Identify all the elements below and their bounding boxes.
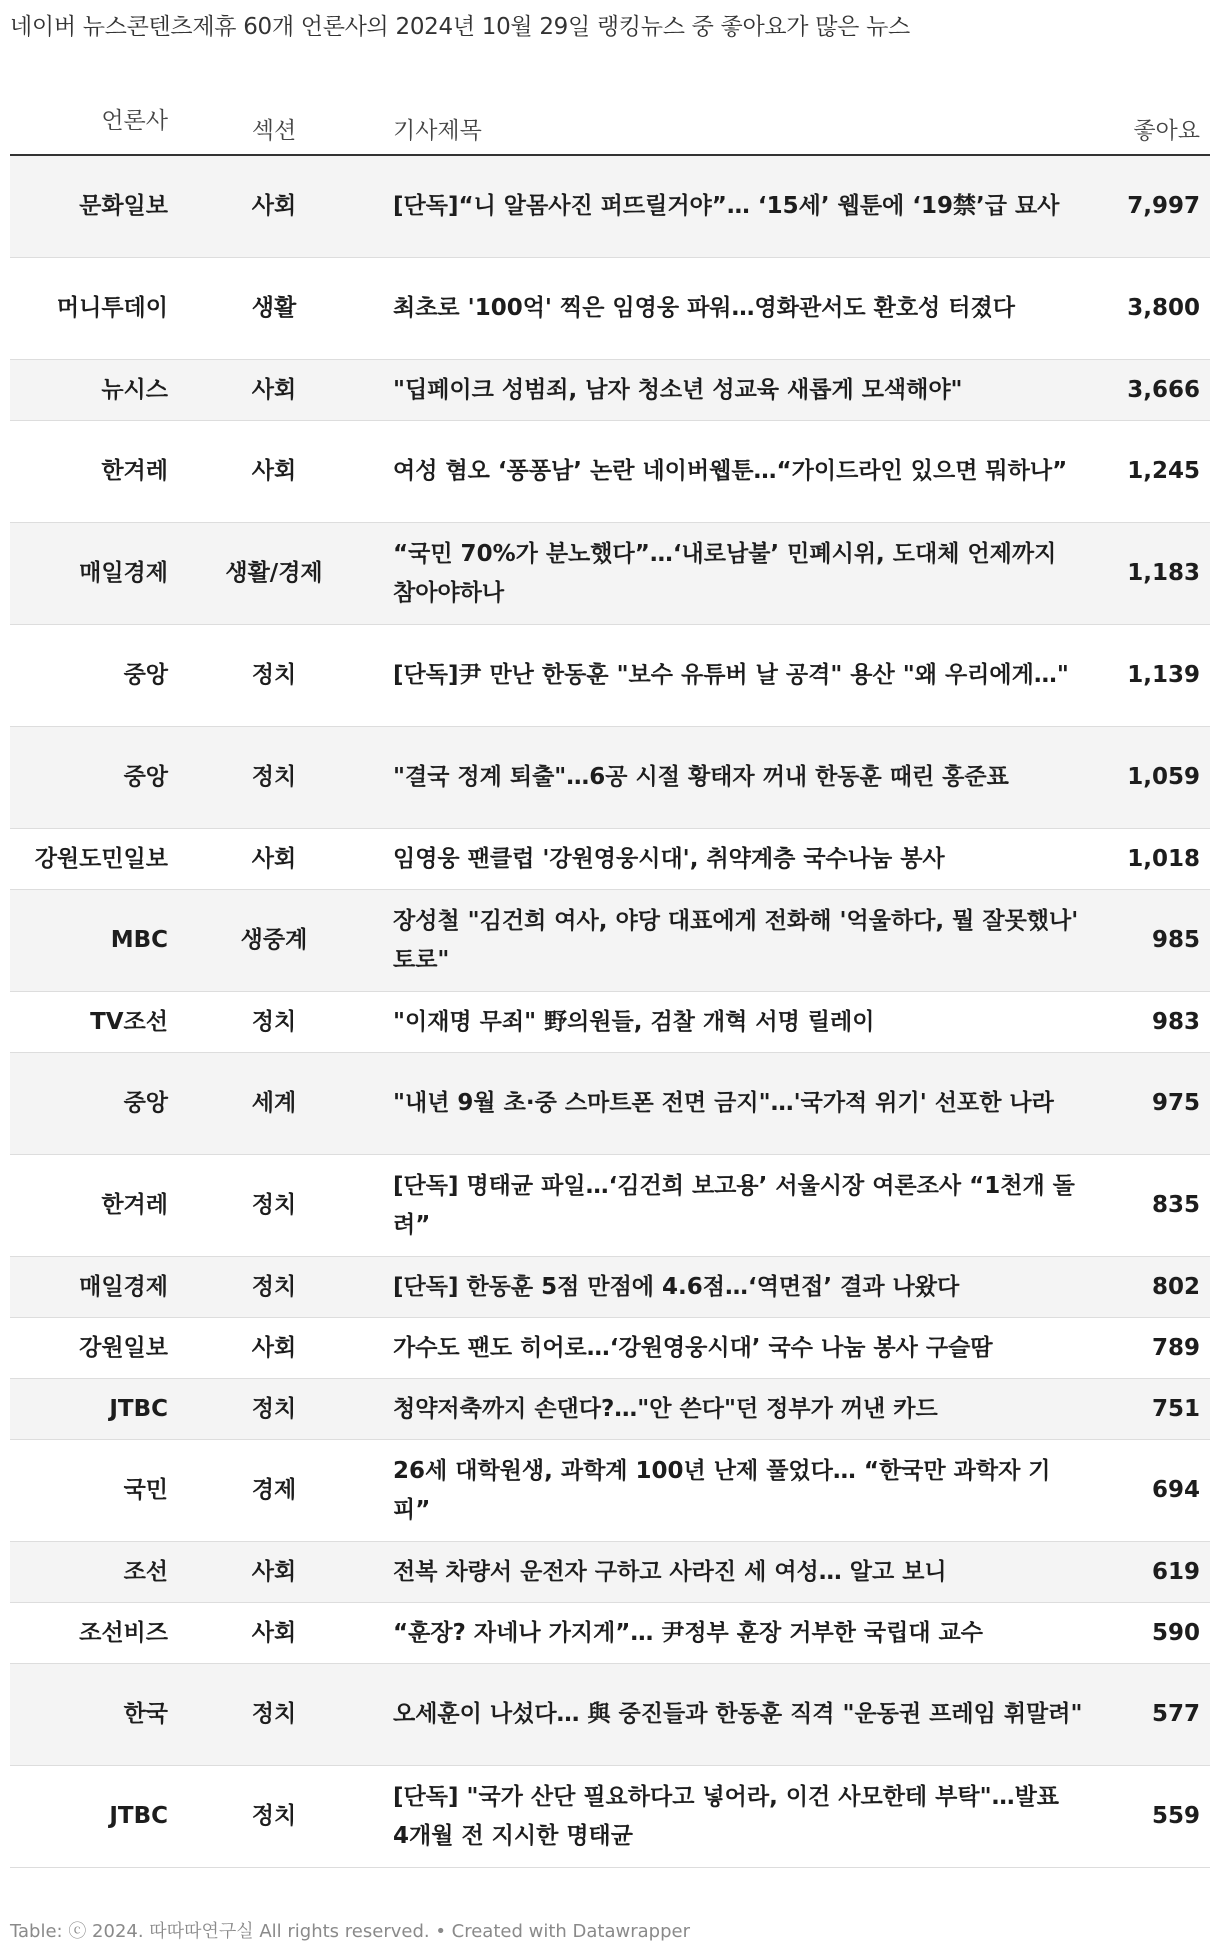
likes-cell-text: 835 [1151, 1192, 1200, 1218]
outlet-cell [10, 1440, 168, 1541]
likes-cell [1090, 1766, 1200, 1867]
likes-cell [1090, 258, 1200, 359]
header-headline: 기사제목 [393, 117, 482, 144]
section-cell [225, 890, 323, 991]
headline-cell [393, 156, 1083, 257]
news-table [10, 90, 1210, 1868]
section-cell [225, 1542, 323, 1602]
headline-cell-text: “국민 70%가 분노했다”…‘내로남불’ 민폐시위, 도대체 언제까지 참아야하나 [393, 540, 1057, 606]
likes-cell-text: 983 [1151, 1008, 1200, 1035]
section-cell [225, 421, 323, 522]
section-cell [225, 523, 323, 624]
headline-cell [393, 890, 1083, 991]
headline-cell-text: [단독] "국가 산단 필요하다고 넣어라, 이건 사모한테 부탁"…발표 4개월 전 지시한 명태균 [393, 1783, 1060, 1849]
table-row [10, 421, 1210, 523]
likes-cell-text: 1,245 [1127, 458, 1200, 484]
likes-cell [1090, 523, 1200, 624]
section-cell [225, 1603, 323, 1663]
section-cell [225, 727, 323, 828]
outlet-cell [10, 1603, 168, 1663]
chart-title: 네이버 뉴스콘텐츠제휴 60개 언론사의 2024년 10월 29일 랭킹뉴스 중 좋아요가 많은 뉴스 [10, 14, 910, 40]
headline-cell [393, 1440, 1083, 1541]
headline-cell [393, 1053, 1083, 1154]
outlet-cell [10, 156, 168, 257]
outlet-cell-text: 중앙 [123, 662, 168, 688]
headline-cell [393, 421, 1083, 522]
section-cell [225, 1318, 323, 1378]
headline-cell [393, 360, 1083, 420]
headline-cell [393, 258, 1083, 359]
section-cell [225, 1766, 323, 1867]
outlet-cell [10, 727, 168, 828]
likes-cell-text: 751 [1151, 1395, 1200, 1422]
header-section: 섹션 [251, 117, 297, 144]
section-cell [225, 1664, 323, 1765]
table-row [10, 360, 1210, 421]
headline-cell-text: 전복 차량서 운전자 구하고 사라진 세 여성… 알고 보니 [393, 1558, 947, 1585]
likes-cell [1090, 992, 1200, 1052]
section-cell-text: 정치 [251, 1701, 297, 1727]
section-cell [225, 1053, 323, 1154]
headline-cell-text: 최초로 '100억' 찍은 임영웅 파워…영화관서도 환호성 터졌다 [393, 295, 1015, 321]
headline-cell-text: 청약저축까지 손댄다?…"안 쓴다"던 정부가 꺼낸 카드 [393, 1395, 938, 1422]
outlet-cell [10, 625, 168, 726]
likes-cell [1090, 1318, 1200, 1378]
outlet-cell [10, 1257, 168, 1317]
section-cell [225, 258, 323, 359]
outlet-cell-text: 국민 [123, 1477, 168, 1503]
outlet-cell [10, 890, 168, 991]
table-row [10, 1379, 1210, 1440]
outlet-cell [10, 1053, 168, 1154]
likes-cell-text: 619 [1151, 1558, 1200, 1585]
table-row [10, 1053, 1210, 1155]
section-cell-text: 정치 [251, 1273, 297, 1300]
outlet-cell-text: MBC [110, 927, 168, 953]
outlet-cell [10, 1379, 168, 1439]
likes-cell [1090, 156, 1200, 257]
section-cell-text: 생중계 [240, 927, 308, 953]
likes-cell-text: 802 [1151, 1273, 1200, 1300]
headline-cell [393, 1318, 1083, 1378]
table-row [10, 992, 1210, 1053]
likes-cell [1090, 727, 1200, 828]
section-cell-text: 정치 [251, 1192, 297, 1218]
headline-cell-text: 26세 대학원생, 과학계 100년 난제 풀었다… “한국만 과학자 기피” [393, 1457, 1051, 1523]
likes-cell [1090, 1155, 1200, 1256]
likes-cell [1090, 1257, 1200, 1317]
outlet-cell [10, 1664, 168, 1765]
outlet-cell-text: 조선 [123, 1558, 168, 1585]
likes-cell [1090, 829, 1200, 889]
outlet-cell-text: JTBC [109, 1395, 168, 1422]
section-cell [225, 156, 323, 257]
table-row [10, 890, 1210, 992]
outlet-cell [10, 258, 168, 359]
section-cell-text: 사회 [251, 193, 297, 219]
likes-cell-text: 3,666 [1127, 376, 1200, 403]
likes-cell [1090, 890, 1200, 991]
section-cell-text: 생활/경제 [225, 560, 323, 586]
section-cell-text: 사회 [251, 845, 297, 872]
outlet-cell-text: 중앙 [123, 1090, 168, 1116]
headline-cell-text: "이재명 무죄" 野의원들, 검찰 개혁 서명 릴레이 [393, 1008, 875, 1035]
outlet-cell [10, 360, 168, 420]
section-cell [225, 1257, 323, 1317]
table-row [10, 258, 1210, 360]
outlet-cell-text: 뉴시스 [101, 376, 168, 403]
headline-cell [393, 1603, 1083, 1663]
section-cell-text: 사회 [251, 1619, 297, 1646]
section-cell-text: 정치 [251, 1395, 297, 1422]
headline-cell-text: 가수도 팬도 히어로…‘강원영웅시대’ 국수 나눔 봉사 구슬땀 [393, 1334, 993, 1361]
headline-cell-text: "결국 정계 퇴출"…6공 시절 황태자 꺼내 한동훈 때린 홍준표 [393, 764, 1009, 790]
section-cell-text: 정치 [251, 1803, 297, 1829]
likes-cell-text: 1,059 [1127, 764, 1200, 790]
table-header [10, 90, 1210, 156]
table-row [10, 1155, 1210, 1257]
headline-cell [393, 1155, 1083, 1256]
table-row [10, 829, 1210, 890]
table-row [10, 625, 1210, 727]
table-footer: Table: ⓒ 2024. 따따따연구실 All rights reserved. • Created with Datawrapper [10, 1921, 690, 1942]
outlet-cell [10, 1155, 168, 1256]
likes-cell [1090, 1379, 1200, 1439]
likes-cell-text: 985 [1151, 927, 1200, 953]
table-row [10, 1257, 1210, 1318]
headline-cell-text: 오세훈이 나섰다… 與 중진들과 한동훈 직격 "운동권 프레임 휘말려" [393, 1701, 1083, 1727]
headline-cell [393, 1664, 1083, 1765]
section-cell [225, 360, 323, 420]
section-cell-text: 사회 [251, 1558, 297, 1585]
table-row [10, 523, 1210, 625]
likes-cell-text: 3,800 [1127, 295, 1200, 321]
likes-cell-text: 975 [1151, 1090, 1200, 1116]
likes-cell-text: 7,997 [1127, 193, 1200, 219]
section-cell [225, 829, 323, 889]
headline-cell-text: [단독]“니 알몸사진 퍼뜨릴거야”… ‘15세’ 웹툰에 ‘19禁’급 묘사 [393, 193, 1060, 219]
outlet-cell-text: 조선비즈 [79, 1619, 168, 1646]
table-row [10, 1542, 1210, 1603]
outlet-cell [10, 1318, 168, 1378]
headline-cell [393, 727, 1083, 828]
section-cell-text: 정치 [251, 662, 297, 688]
outlet-cell-text: 문화일보 [79, 193, 168, 219]
likes-cell [1090, 1542, 1200, 1602]
outlet-cell [10, 1542, 168, 1602]
table-row [10, 727, 1210, 829]
headline-cell-text: 장성철 "김건희 여사, 야당 대표에게 전화해 '억울하다, 뭘 잘못했나' 토로" [393, 907, 1079, 973]
section-cell-text: 사회 [251, 458, 297, 484]
outlet-cell-text: 머니투데이 [56, 295, 168, 321]
section-cell [225, 1155, 323, 1256]
headline-cell [393, 1766, 1083, 1867]
likes-cell [1090, 625, 1200, 726]
likes-cell-text: 577 [1151, 1701, 1200, 1727]
headline-cell-text: [단독] 명태균 파일…‘김건희 보고용’ 서울시장 여론조사 “1천개 돌려” [393, 1172, 1075, 1238]
section-cell-text: 사회 [251, 1334, 297, 1361]
headline-cell-text: [단독] 한동훈 5점 만점에 4.6점…‘역면접’ 결과 나왔다 [393, 1273, 960, 1300]
section-cell-text: 세계 [251, 1090, 297, 1116]
headline-cell [393, 625, 1083, 726]
table-row [10, 1766, 1210, 1868]
likes-cell-text: 1,018 [1127, 845, 1200, 872]
likes-cell [1090, 1440, 1200, 1541]
section-cell-text: 정치 [251, 764, 297, 790]
headline-cell-text: 여성 혐오 ‘퐁퐁남’ 논란 네이버웹툰…“가이드라인 있으면 뭐하나” [393, 458, 1068, 484]
section-cell [225, 1440, 323, 1541]
headline-cell [393, 1257, 1083, 1317]
likes-cell-text: 1,139 [1127, 662, 1200, 688]
headline-cell-text: “훈장? 자네나 가지게”… 尹정부 훈장 거부한 국립대 교수 [393, 1619, 983, 1646]
table-row [10, 1664, 1210, 1766]
outlet-cell-text: 매일경제 [79, 560, 168, 586]
likes-cell-text: 1,183 [1127, 560, 1200, 586]
table-row [10, 156, 1210, 258]
outlet-cell [10, 421, 168, 522]
section-cell-text: 생활 [251, 295, 297, 321]
section-cell-text: 정치 [251, 1008, 297, 1035]
outlet-cell-text: 한국 [123, 1701, 168, 1727]
section-cell [225, 1379, 323, 1439]
outlet-cell-text: 강원도민일보 [34, 845, 168, 872]
headline-cell [393, 523, 1083, 624]
outlet-cell [10, 1766, 168, 1867]
likes-cell [1090, 360, 1200, 420]
table-row [10, 1603, 1210, 1664]
section-cell [225, 625, 323, 726]
header-outlet: 언론사 [101, 108, 168, 134]
likes-cell [1090, 1053, 1200, 1154]
table-body [10, 156, 1210, 1868]
headline-cell-text: "내년 9월 초·중 스마트폰 전면 금지"…'국가적 위기' 선포한 나라 [393, 1090, 1054, 1116]
outlet-cell-text: 한겨레 [101, 458, 168, 484]
outlet-cell-text: 매일경제 [79, 1273, 168, 1300]
outlet-cell-text: 중앙 [123, 764, 168, 790]
section-cell [225, 992, 323, 1052]
outlet-cell-text: JTBC [109, 1803, 168, 1829]
likes-cell [1090, 421, 1200, 522]
section-cell-text: 경제 [251, 1477, 297, 1503]
likes-cell [1090, 1603, 1200, 1663]
table-row [10, 1440, 1210, 1542]
likes-cell-text: 694 [1151, 1477, 1200, 1503]
outlet-cell-text: TV조선 [90, 1008, 168, 1035]
headline-cell [393, 829, 1083, 889]
header-likes: 좋아요 [1133, 117, 1200, 144]
outlet-cell [10, 992, 168, 1052]
headline-cell-text: "딥페이크 성범죄, 남자 청소년 성교육 새롭게 모색해야" [393, 376, 963, 403]
headline-cell [393, 1542, 1083, 1602]
headline-cell [393, 992, 1083, 1052]
outlet-cell-text: 한겨레 [101, 1192, 168, 1218]
likes-cell [1090, 1664, 1200, 1765]
section-cell-text: 사회 [251, 376, 297, 403]
outlet-cell [10, 523, 168, 624]
likes-cell-text: 590 [1151, 1619, 1200, 1646]
headline-cell-text: 임영웅 팬클럽 '강원영웅시대', 취약계층 국수나눔 봉사 [393, 845, 945, 872]
outlet-cell [10, 829, 168, 889]
likes-cell-text: 559 [1151, 1803, 1200, 1829]
outlet-cell-text: 강원일보 [79, 1334, 168, 1361]
table-row [10, 1318, 1210, 1379]
headline-cell-text: [단독]尹 만난 한동훈 "보수 유튜버 날 공격" 용산 "왜 우리에게…" [393, 662, 1069, 688]
likes-cell-text: 789 [1151, 1334, 1200, 1361]
headline-cell [393, 1379, 1083, 1439]
